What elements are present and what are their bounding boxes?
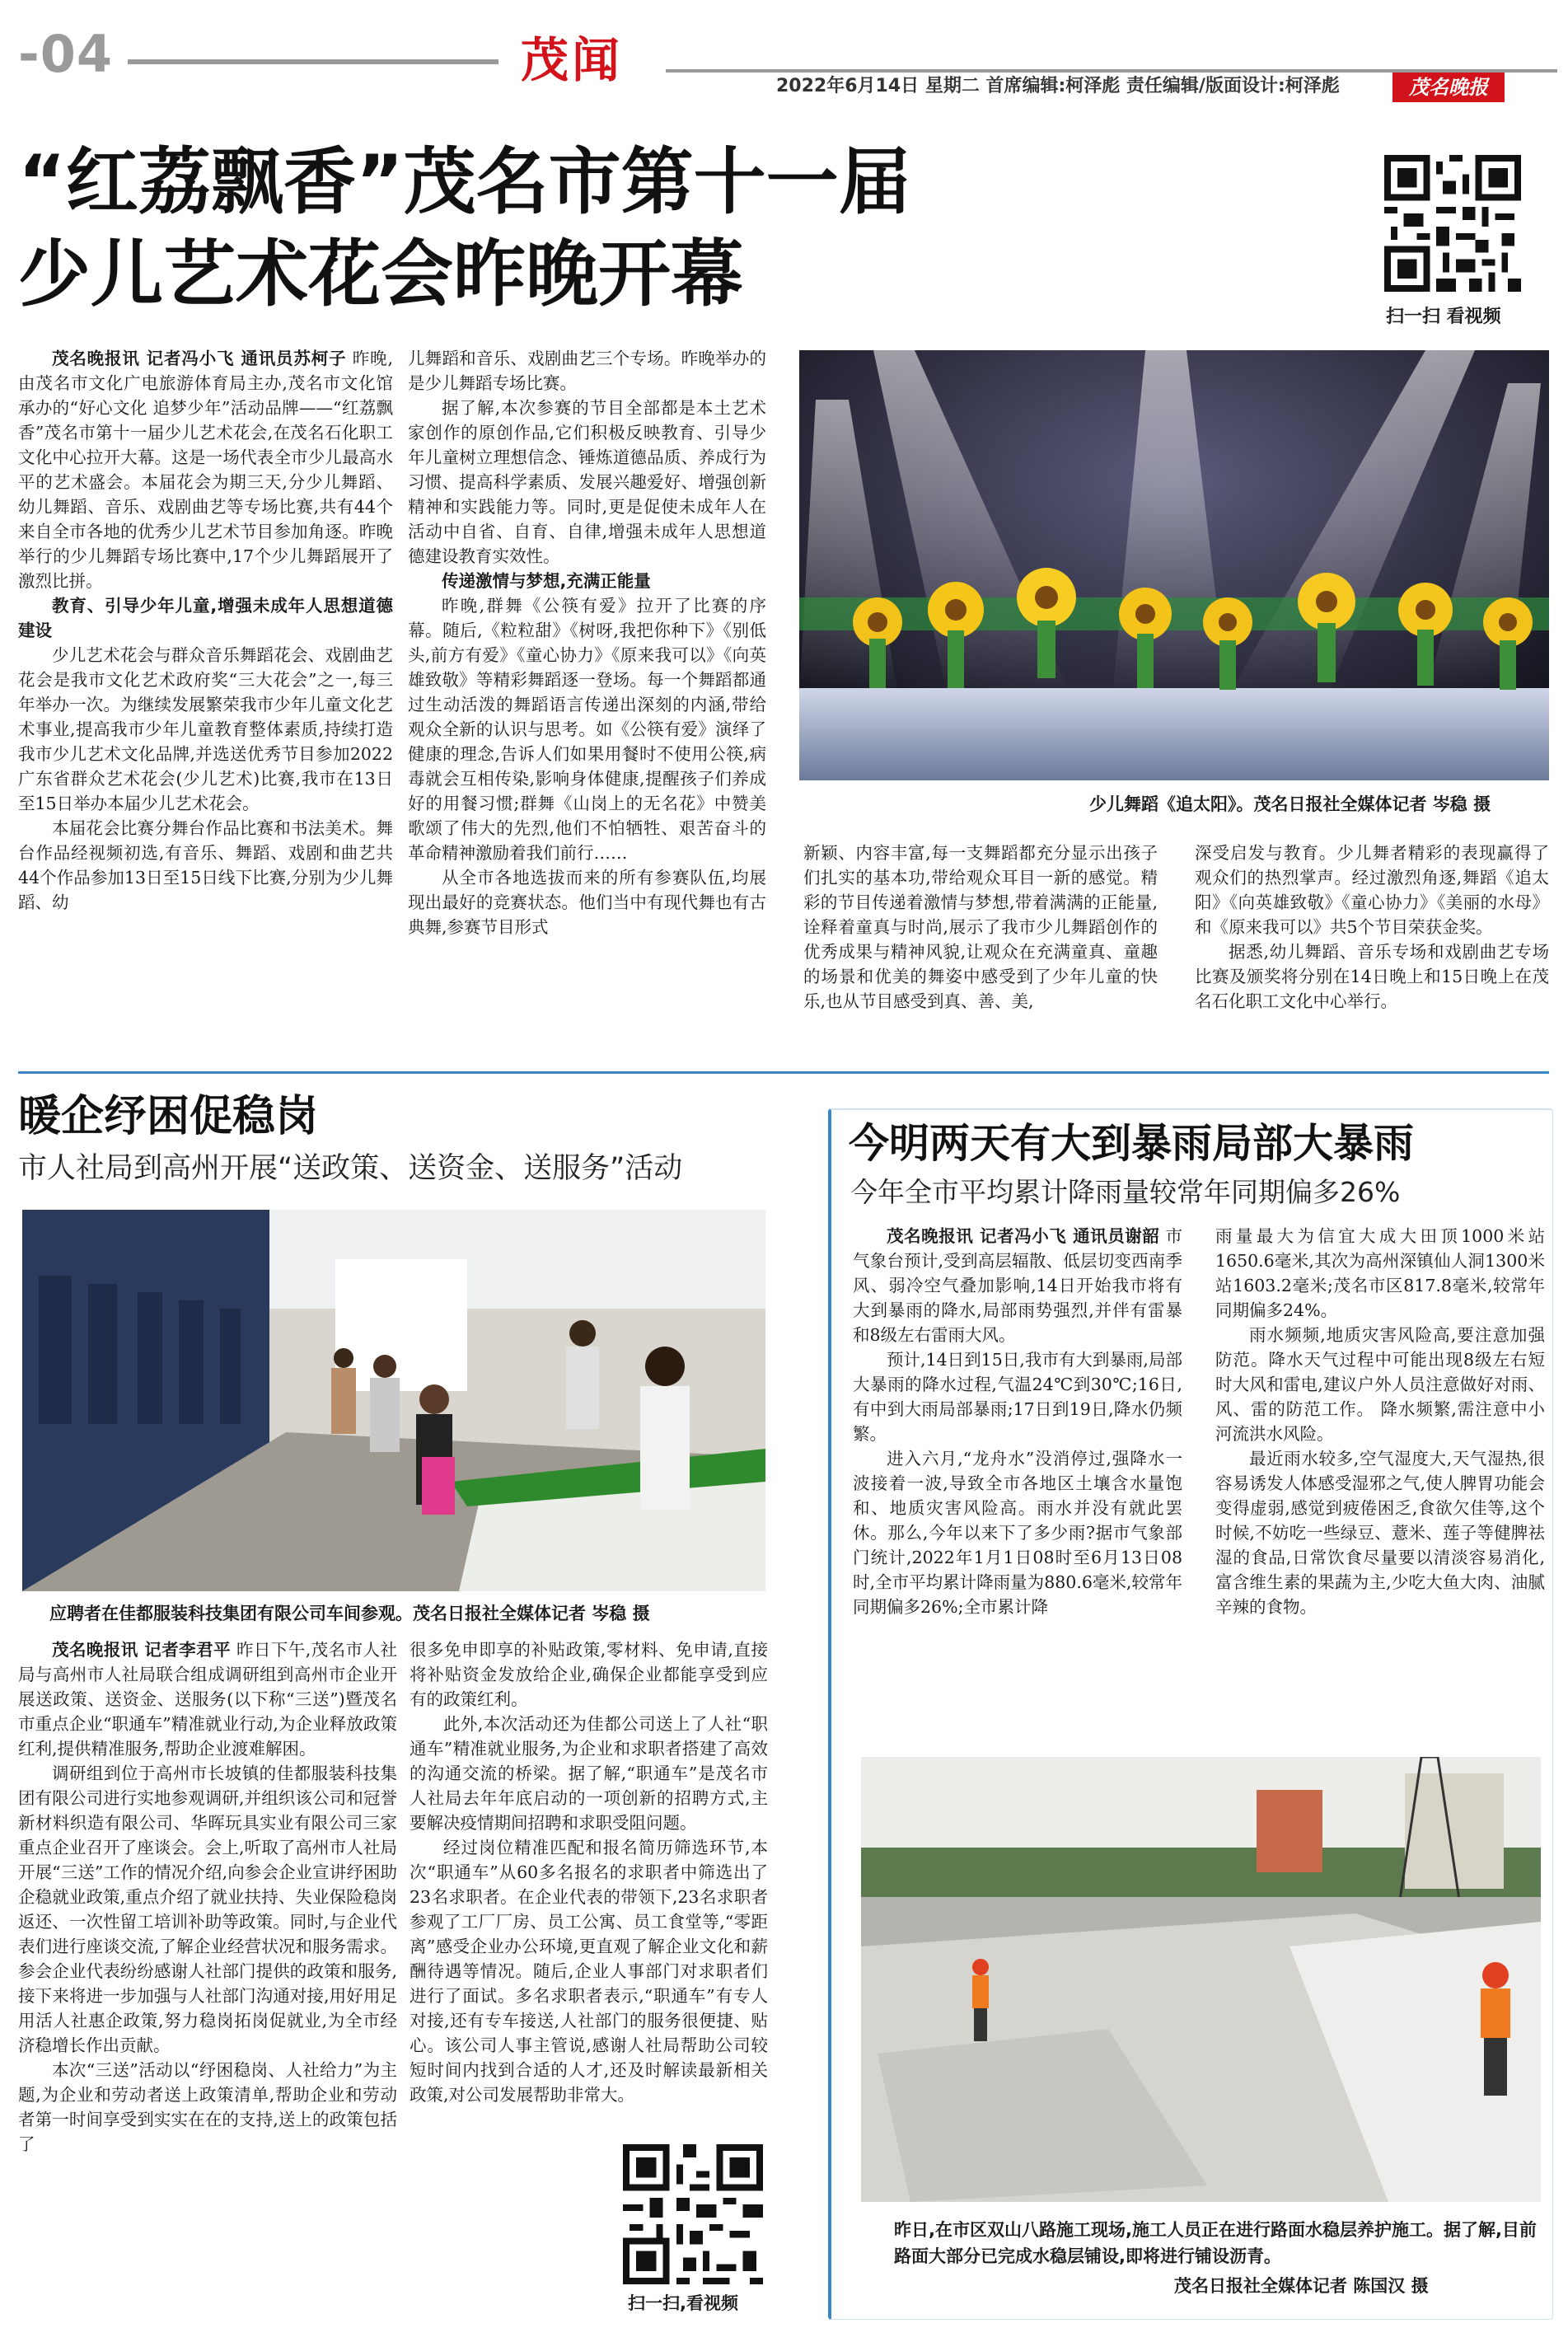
- article1-col4: [1195, 841, 1549, 1080]
- paragraph: 从全市各地选拔而来的所有参赛队伍,均展现出最好的竞赛状态。他们当中有现代舞也有古典舞,参赛节目形式: [408, 868, 766, 937]
- article2-headline: 暖企纾困促稳岗: [18, 1092, 319, 1141]
- paragraph: 据悉,幼儿舞蹈、音乐专场和戏剧曲艺专场比赛及颁奖将分别在14日晚上和15日晚上在茂名石化职工文化中心举行。: [1195, 942, 1549, 1011]
- byline: 茂名晚报讯 记者冯小飞 通讯员谢韶: [887, 1226, 1160, 1246]
- paragraph: 新颖、内容丰富,每一支舞蹈都充分显示出孩子们扎实的基本功,带给观众耳目一新的感觉。精彩的节目传递着激情与梦想,带着满满的正能量,诠释着童真与时尚,展示了我市少儿舞蹈创作的优秀成果与精神风貌,让观众在充满童真、童趣的场景和优美的舞姿中感受到了少年儿童的快乐,也从节目感受到真、善、美,: [803, 843, 1158, 1011]
- page-number: -04: [18, 24, 114, 84]
- headline-line-2: 少儿艺术花会昨晚开幕: [18, 232, 744, 316]
- paragraph: 据了解,本次参赛的节目全部都是本土艺术家创作的原创作品,它们积极反映教育、引导少年儿童树立理想信念、锤炼道德品质、养成行为习惯、提高科学素质、发展兴趣爱好、增强创新精神和实践能力等。同时,更是促使未成年人在活动中自省、自育、自律,增强未成年人思想道德建设教育实效性。: [408, 398, 766, 566]
- paragraph: 昨日下午,茂名市人社局与高州市人社局联合组成调研组到高州市企业开展送政策、送资金、送服务(以下称“三送”)暨茂名市重点企业“职通车”精准就业行动,为企业释放政策红利,提供精准服务,帮助企业渡难解困。: [18, 1640, 397, 1759]
- paragraph: 儿舞蹈和音乐、戏剧曲艺三个专场。昨晚举办的是少儿舞蹈专场比赛。: [408, 349, 766, 393]
- byline: 茂名晚报讯 记者李君平: [52, 1640, 232, 1660]
- date-line: 2022年6月14日 星期二 首席编辑:柯泽彪 责任编辑/版面设计:柯泽彪: [776, 76, 1340, 96]
- article3-subhead: 今年全市平均累计降雨量较常年同期偏多26%: [850, 1176, 1401, 1208]
- headline-line-1: “红荔飘香”茂名市第十一届: [18, 139, 911, 224]
- paragraph: 进入六月,“龙舟水”没消停过,强降水一波接着一波,导致全市各地区土壤含水量饱和、地质灾害风险高。雨水并没有就此罢休。那么,今年以来下了多少雨?据市气象部门统计,2022年1月1日08时至6月13日08时,全市平均累计降雨量为880.6毫米,较常年同期偏多26%;全市累计降: [853, 1449, 1182, 1617]
- article2-col1: [18, 1637, 397, 2321]
- paragraph: 雨水频频,地质灾害风险高,要注意加强防范。降水天气过程中可能出现8级左右短时大风和雷电,建议户外人员注意做好对雨、风、雷的防范工作。 降水频繁,需注意中小河流洪水风险。: [1215, 1325, 1545, 1444]
- article3-headline: 今明两天有大到暴雨局部大暴雨: [849, 1120, 1415, 1167]
- paragraph: 此外,本次活动还为佳都公司送上了人社“职通车”精准就业服务,为企业和求职者搭建了高效的沟通交流的桥梁。据了解,“职通车”是茂名市人社局去年年底启动的一项创新的招聘方式,主要解决疫情期间招聘和求职受阻问题。: [410, 1714, 768, 1833]
- subheading: 教育、引导少年儿童,增强未成年人思想道德建设: [18, 596, 393, 640]
- article1-headline: [18, 136, 911, 321]
- paragraph: 经过岗位精准匹配和报名简历筛选环节,本次“职通车”从60多名报名的求职者中筛选出了23名求职者。在企业代表的带领下,23名求职者参观了工厂厂房、员工公寓、员工食堂等,“零距离”感受企业办公环境,更直观了解企业文化和薪酬待遇等情况。随后,企业人事部门对求职者们进行了面试。多名求职者表示,“职通车”有专人对接,还有专车接送,人社部门的服务很便捷、贴心。该公司人事主管说,感谢人社局帮助公司较短时间内找到合适的人才,还及时解读最新相关政策,对公司发展帮助非常大。: [410, 1838, 768, 2105]
- article1-col1: [18, 346, 393, 1080]
- paragraph: 深受启发与教育。少儿舞者精彩的表现赢得了观众们的热烈掌声。经过激烈角逐,舞蹈《追太阳》《向英雄致敬》《童心协力》《美丽的水母》和《原来我可以》共5个节目荣获金奖。: [1195, 843, 1549, 937]
- paragraph: 预计,14日到15日,我市有大到暴雨,局部大暴雨的降水过程,气温24℃到30℃;16日,有中到大雨局部暴雨;17日到19日,降水仍频繁。: [853, 1350, 1182, 1444]
- article3-col1: [853, 1224, 1182, 1726]
- dance-photo-caption: 少儿舞蹈《追太阳》。茂名日报社全媒体记者 岑稳 摄: [1089, 794, 1491, 814]
- paragraph: 本届花会比赛分舞台作品比赛和书法美术。舞台作品经视频初选,有音乐、舞蹈、戏剧和曲艺共44个作品参加13日至15日线下比赛,分别为少儿舞蹈、幼: [18, 818, 393, 912]
- qr-code-2[interactable]: [623, 2144, 763, 2284]
- newspaper-logo: 茂名晚报: [1392, 73, 1505, 102]
- factory-photo: [22, 1210, 765, 1591]
- paragraph: 本次“三送”活动以“纾困稳岗、人社给力”为主题,为企业和劳动者送上政策清单,帮助企业和劳动者第一时间享受到实实在在的支持,送上的政策包括了: [18, 2060, 397, 2154]
- subheading: 传递激情与梦想,充满正能量: [442, 571, 651, 591]
- header-rule-left: [128, 59, 498, 64]
- paragraph: 最近雨水较多,空气湿度大,天气湿热,很容易诱发人体感受湿邪之气,使人脾胃功能会变得虚弱,感觉到疲倦困乏,食欲欠佳等,这个时候,不妨吃一些绿豆、薏米、莲子等健脾祛湿的食品,日常饮食尽量要以清淡容易消化,富含维生素的果蔬为主,少吃大鱼大肉、油腻辛辣的食物。: [1215, 1449, 1545, 1617]
- paragraph: 昨晚,群舞《公筷有爱》拉开了比赛的序幕。随后,《粒粒甜》《树呀,我把你种下》《别低头,前方有爱》《童心协力》《原来我可以》《向英雄致敬》等精彩舞蹈逐一登场。每一个舞蹈都通过生动活泼的舞蹈语言传递出深刻的内涵,带给观众全新的认识与思考。如《公筷有爱》演绎了健康的理念,告诉人们如果用餐时不使用公筷,病毒就会互相传染,影响身体健康,提醒孩子们养成好的用餐习惯;群舞《山岗上的无名花》中赞美歌颂了伟大的先烈,他们不怕牺牲、艰苦奋斗的革命精神激励着我们前行……: [408, 596, 766, 863]
- section-divider: [18, 1071, 1549, 1074]
- paragraph: 少儿艺术花会与群众音乐舞蹈花会、戏剧曲艺花会是我市文化艺术政府奖“三大花会”之一,每三年举办一次。为继续发展繁荣我市少年儿童文化艺术事业,提高我市少年儿童教育整体素质,持续打造我市少儿艺术文化品牌,并选送优秀节目参加2022广东省群众艺术花会(少儿艺术)比赛,我市在13日至15日举办本届少儿艺术花会。: [18, 645, 393, 813]
- article3-col2: [1215, 1224, 1545, 1726]
- article2-subhead: 市人社局到高州开展“送政策、送资金、送服务”活动: [18, 1152, 683, 1185]
- dance-photo: [799, 350, 1549, 780]
- road-photo: [861, 1757, 1541, 2202]
- section-title: 茂闻: [521, 32, 624, 88]
- road-photo-caption: 昨日,在市区双山八路施工现场,施工人员正在进行路面水稳层养护施工。据了解,目前路面大部分已完成水稳层铺设,即将进行铺设沥青。: [894, 2220, 1537, 2266]
- qr-caption-2: 扫一扫,看视频: [628, 2293, 738, 2313]
- factory-photo-caption: 应聘者在佳都服装科技集团有限公司车间参观。茂名日报社全媒体记者 岑稳 摄: [49, 1604, 650, 1623]
- paragraph: 昨晚,由茂名市文化广电旅游体育局主办,茂名市文化馆承办的“好心文化 追梦少年”活动品牌——“红荔飘香”茂名市第十一届少儿艺术花会,在茂名石化职工文化中心拉开大幕。这是一场代表全市少儿最高水平的艺术盛会。本届花会为期三天,分少儿舞蹈、幼儿舞蹈、音乐、戏剧曲艺等专场比赛,共有44个来自全市各地的优秀少儿艺术节目参加角逐。昨晚举行的少儿舞蹈专场比赛中,17个少儿舞蹈展开了激烈比拼。: [18, 349, 393, 591]
- article1-col2: [408, 346, 766, 1080]
- paragraph: 调研组到位于高州市长坡镇的佳都服装科技集团有限公司进行实地参观调研,并组织该公司和冠誉新材料织造有限公司、华晖玩具实业有限公司三家重点企业召开了座谈会。会上,听取了高州市人社局开展“三送”工作的情况介绍,向参会企业宣讲纾困助企稳就业政策,重点介绍了就业扶持、失业保险稳岗返还、一次性留工培训补助等政策。同时,与企业代表们进行座谈交流,了解企业经营状况和服务需求。参会企业代表纷纷感谢人社部门提供的政策和服务,接下来将进一步加强与人社部门沟通对接,用好用足用活人社惠企政策,努力稳岗拓岗促就业,为全市经济稳增长作出贡献。: [18, 1764, 397, 2055]
- road-photo-credit: 茂名日报社全媒体记者 陈国汉 摄: [1174, 2276, 1429, 2296]
- paragraph: 很多免申即享的补贴政策,零材料、免申请,直接将补贴资金发放给企业,确保企业都能享受到应有的政策红利。: [410, 1640, 768, 1709]
- article1-col3: [803, 841, 1158, 1080]
- qr-code[interactable]: [1384, 155, 1521, 292]
- qr-caption: 扫一扫 看视频: [1386, 307, 1501, 327]
- paragraph: 市气象台预计,受到高层辐散、低层切变西南季风、弱冷空气叠加影响,14日开始我市将有大到暴雨的降水,局部雨势强烈,并伴有雷暴和8级左右雷雨大风。: [853, 1226, 1182, 1345]
- byline: 茂名晚报讯 记者冯小飞 通讯员苏柯子: [52, 349, 347, 368]
- paragraph: 雨量最大为信宜大成大田顶1000米站1650.6毫米,其次为高州深镇仙人洞1300米站1603.2毫米;茂名市区817.8毫米,较常年同期偏多24%。: [1215, 1226, 1545, 1320]
